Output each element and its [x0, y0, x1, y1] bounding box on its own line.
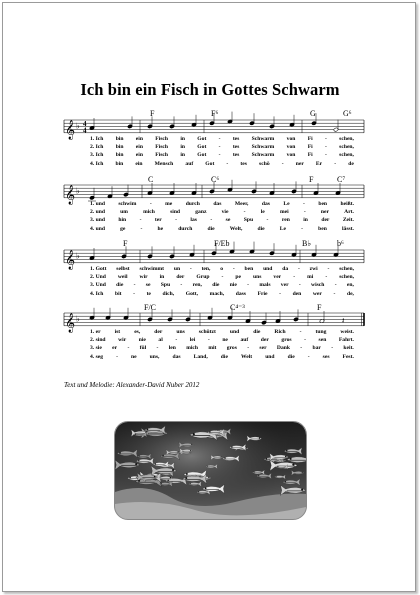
lyric-syllable: -: [281, 160, 284, 167]
chord-2-1: C: [148, 175, 154, 184]
lyric-syllable: lei: [189, 337, 196, 344]
lyric-line: [90, 144, 354, 150]
lyric-line: [90, 291, 354, 297]
lyric-syllable: al: [158, 337, 163, 344]
time-signature-bottom: 4: [83, 126, 87, 135]
lyric-line: [90, 282, 354, 288]
lyric-syllable: uns: [176, 329, 185, 335]
lyric-line: [90, 209, 354, 215]
lyric-syllable: -: [334, 282, 337, 289]
lyric-syllable: das: [172, 353, 181, 360]
lyric-syllable: -: [180, 282, 183, 289]
lyric-syllable: -: [303, 201, 305, 207]
chord-4-3: F: [317, 303, 322, 312]
lyric-syllable: ses: [322, 353, 330, 360]
lyric-syllable: -: [189, 266, 192, 272]
chord-3-2: F/Eb: [214, 239, 230, 248]
lyric-syllable: die: [212, 282, 220, 289]
lyric-syllable: Frie: [257, 290, 268, 297]
lyric-syllable: durch: [185, 201, 200, 207]
lyric-syllable: 4. und: [90, 225, 105, 232]
lyric-syllable: Gott,: [185, 290, 199, 297]
lyric-syllable: ren,: [192, 282, 202, 289]
lyric-syllable: he: [157, 225, 164, 232]
lyric-syllable: bin: [115, 136, 124, 142]
lyric-syllable: 1. und: [90, 201, 105, 207]
lyric-syllable: ten,: [201, 266, 211, 272]
lyric-syllable: Schwarm: [251, 144, 275, 151]
lyric-syllable: ver: [273, 274, 282, 281]
lyric-syllable: mich: [186, 345, 198, 352]
treble-clef-icon: 𝄞: [65, 249, 76, 270]
lyric-syllable: da: [282, 266, 289, 272]
lyric-syllable: ein: [135, 144, 143, 151]
lyric-syllable: de,: [346, 290, 354, 297]
lyric-syllable: 2. und: [90, 209, 105, 216]
lyric-syllable: 4. seg: [90, 353, 104, 360]
lyric-line: [90, 217, 354, 223]
lyric-syllable: mit: [208, 345, 217, 352]
lyric-syllable: und: [263, 266, 273, 272]
lyric-syllable: die: [287, 353, 295, 360]
lyric-syllable: uns,: [149, 353, 160, 360]
lyric-syllable: -: [324, 144, 327, 151]
lyric-syllable: -: [226, 160, 229, 167]
lyric-syllable: 1. Ich: [90, 136, 104, 142]
lyric-syllable: ne: [131, 353, 137, 360]
lyric-syllable: -: [232, 266, 235, 272]
lyric-syllable: bit: [114, 290, 122, 297]
lyric-syllable: Fest.: [342, 353, 354, 360]
lyric-syllable: schen,: [339, 152, 354, 159]
lyric-syllable: en,: [346, 282, 354, 289]
lyric-syllable: -: [325, 274, 328, 281]
lyric-syllable: uns: [252, 274, 262, 281]
lyric-syllable: pe: [235, 274, 241, 281]
lyric-syllable: Fi: [307, 152, 313, 159]
lyric-syllable: lässt.: [341, 225, 354, 232]
lyric-syllable: Fahrt.: [338, 337, 354, 344]
lyric-line: [90, 329, 354, 335]
lyric-syllable: der: [260, 337, 269, 344]
lyric-syllable: Rich: [274, 329, 286, 335]
lyric-syllable: -: [156, 345, 159, 352]
lyric-syllable: sen: [318, 337, 327, 344]
lyric-syllable: und: [265, 353, 275, 360]
lyric-syllable: in: [159, 274, 165, 281]
rest-icon: 𝄽: [342, 315, 345, 325]
lyric-syllable: mei: [279, 209, 289, 216]
lyric-syllable: Le: [279, 225, 287, 232]
lyric-syllable: von: [286, 136, 296, 142]
flat-icon: ♭: [76, 121, 80, 131]
lyric-syllable: ren: [281, 217, 290, 224]
time-signature-top: 4: [83, 120, 87, 128]
chord-1-1: F: [150, 109, 155, 118]
lyric-syllable: -: [175, 337, 178, 344]
lyric-syllable: schö: [259, 160, 270, 167]
lyric-syllable: ner: [295, 160, 304, 167]
lyric-syllable: Fi: [307, 136, 313, 142]
lyric-syllable: heißt.: [340, 201, 354, 207]
lyric-syllable: 4. Ich: [90, 290, 104, 297]
lyric-syllable: Fisch: [155, 136, 168, 142]
lyric-syllable: Grup: [196, 274, 210, 281]
lyric-line: [90, 161, 354, 167]
lyric-syllable: tes: [232, 144, 240, 151]
lyric-syllable: das: [213, 201, 222, 207]
lyric-line: [90, 345, 354, 351]
lyric-syllable: der: [154, 329, 163, 335]
lyric-syllable: es,: [134, 329, 141, 335]
lyric-syllable: ganz: [195, 209, 207, 216]
lyric-syllable: -: [221, 274, 224, 281]
lyric-syllable: von: [286, 144, 296, 151]
lyric-syllable: 3. Und: [90, 282, 106, 289]
lyric-syllable: ne: [222, 337, 228, 344]
lyric-syllable: bin: [115, 160, 124, 167]
lyric-syllable: den: [292, 290, 302, 297]
lyric-syllable: tes: [240, 160, 247, 167]
chord-4-2: C⁴⁻³: [230, 303, 245, 312]
lyric-syllable: weist.: [340, 329, 354, 335]
chord-1-3: G: [310, 109, 316, 118]
lyric-syllable: Spu: [243, 217, 254, 224]
lyric-syllable: -: [175, 217, 177, 224]
lyric-syllable: ben: [318, 201, 328, 207]
lyric-syllable: das: [261, 201, 270, 207]
lyric-syllable: -: [210, 217, 213, 224]
lyric-syllable: se: [145, 282, 151, 289]
lyric-syllable: Mensch: [154, 160, 174, 167]
lyric-syllable: te: [146, 290, 151, 297]
lyric-syllable: -: [324, 152, 327, 159]
chord-1-4: G⁶: [343, 109, 352, 118]
lyric-syllable: mach,: [209, 290, 225, 297]
lyric-syllable: -: [149, 201, 152, 207]
lyric-syllable: Got: [197, 136, 207, 142]
lyric-syllable: zwi: [309, 266, 318, 272]
lyric-line: [90, 201, 354, 207]
lyric-syllable: 3. sie: [90, 345, 102, 352]
lyric-syllable: 2. Und: [90, 274, 106, 281]
lyric-syllable: -: [293, 274, 296, 281]
lyric-syllable: Schwarm: [251, 152, 275, 159]
lyric-syllable: Meer,: [234, 201, 249, 207]
lyric-syllable: bin: [115, 144, 124, 151]
lyric-syllable: -: [324, 136, 327, 142]
lyric-syllable: -: [116, 353, 118, 360]
lyric-syllable: len: [168, 345, 176, 352]
lyric-syllable: Got: [197, 144, 207, 151]
flat-icon: ♭: [76, 314, 80, 324]
lyric-syllable: -: [243, 209, 246, 216]
lyric-syllable: -: [298, 282, 301, 289]
lyric-syllable: 1. er: [90, 329, 101, 335]
lyric-syllable: tes: [232, 136, 240, 142]
lyric-line: [90, 354, 354, 360]
lyric-syllable: die: [220, 353, 228, 360]
lyric-syllable: Dank: [276, 345, 290, 352]
lyric-line: [90, 152, 354, 158]
lyric-syllable: -: [334, 160, 337, 167]
chord-2-4: C⁷: [337, 175, 346, 184]
lyric-syllable: se: [225, 217, 231, 224]
lyric-syllable: selbst: [116, 266, 130, 272]
chord-3-4: b⁶: [337, 239, 344, 248]
lyric-syllable: keit.: [343, 345, 354, 352]
lyric-syllable: Got: [197, 152, 207, 159]
lyric-syllable: schen,: [339, 136, 354, 142]
flat-icon: ♭: [76, 186, 80, 196]
lyric-syllable: 2. sind: [90, 337, 106, 344]
lyric-syllable: -: [300, 345, 303, 352]
chord-3-3: B♭: [302, 239, 312, 248]
lyric-syllable: -: [218, 152, 221, 159]
lyric-syllable: Schwarm: [251, 136, 275, 142]
lyric-syllable: durch: [178, 225, 193, 232]
lyric-syllable: ser: [259, 345, 267, 352]
lyric-syllable: wisch: [311, 282, 325, 289]
treble-clef-icon: 𝄞: [65, 184, 76, 205]
lyric-syllable: der: [321, 217, 330, 224]
lyric-syllable: schwim: [118, 201, 137, 207]
lyric-syllable: ver: [280, 282, 289, 289]
song-title: Ich bin ein Fisch in Gottes Schwarm: [80, 80, 340, 99]
lyric-syllable: Art.: [344, 209, 354, 216]
credit-line: Text und Melodie: Alexander-David Nuber 2012: [64, 381, 200, 389]
lyric-syllable: der: [176, 274, 185, 281]
lyric-syllable: schen,: [339, 274, 354, 281]
chord-2-3: F: [309, 175, 314, 184]
lyric-syllable: die: [253, 329, 261, 335]
lyric-syllable: von: [286, 152, 296, 159]
lyric-syllable: Fisch: [155, 152, 168, 159]
lyric-syllable: le: [260, 209, 265, 216]
lyric-line: [90, 337, 354, 343]
lyric-line: [90, 226, 354, 232]
lyric-syllable: -: [331, 345, 334, 352]
lyric-syllable: -: [247, 345, 250, 352]
flat-icon: ♭: [76, 251, 80, 261]
lyric-syllable: -: [297, 266, 300, 272]
lyric-syllable: 1. Gott: [90, 266, 107, 272]
lyric-syllable: ein: [135, 152, 143, 159]
lyric-syllable: -: [304, 337, 306, 344]
lyric-syllable: 3. Ich: [90, 152, 104, 159]
lyric-syllable: -: [266, 217, 269, 224]
lyric-syllable: nie: [138, 337, 146, 344]
lyric-syllable: er: [112, 345, 118, 352]
lyric-syllable: schen,: [339, 266, 354, 272]
lyric-syllable: ein: [135, 136, 143, 142]
lyric-syllable: die: [207, 225, 215, 232]
lyric-syllable: hin: [118, 217, 127, 224]
lyric-syllable: Welt,: [229, 225, 243, 232]
lyric-syllable: de: [348, 160, 354, 167]
lyric-syllable: -: [327, 266, 330, 272]
lyric-syllable: mals: [259, 282, 271, 289]
lyric-syllable: -: [139, 217, 142, 224]
lyric-syllable: Welt: [240, 353, 253, 360]
lyric-syllable: -: [307, 353, 310, 360]
lyric-syllable: gros: [226, 345, 237, 352]
lyric-syllable: Land,: [193, 353, 208, 360]
lyric-syllable: vie: [221, 209, 229, 216]
lyric-syllable: Got: [205, 160, 215, 167]
lyric-syllable: tung: [315, 329, 327, 335]
chord-4-1: F/C: [144, 303, 157, 312]
chord-3-1: F: [123, 239, 128, 248]
lyric-line: [90, 136, 354, 142]
lyric-syllable: me: [165, 201, 173, 207]
lyric-syllable: sind: [170, 209, 181, 216]
lyric-syllable: las: [190, 217, 197, 224]
lyric-syllable: bin: [115, 152, 124, 159]
lyric-syllable: in: [303, 217, 308, 224]
lyric-syllable: -: [140, 225, 143, 232]
lyric-syllable: 2. Ich: [90, 144, 104, 151]
lyric-syllable: ge: [120, 225, 126, 232]
lyric-syllable: und: [229, 329, 240, 335]
lyric-syllable: ist: [114, 329, 121, 335]
lyric-syllable: wir: [118, 337, 127, 344]
lyric-syllable: ben: [244, 266, 254, 272]
lyric-syllable: -: [303, 209, 306, 216]
lyric-syllable: Fisch: [155, 144, 168, 151]
lyric-syllable: wer: [312, 290, 322, 297]
lyric-syllable: fül: [139, 345, 147, 352]
lyric-syllable: -: [279, 290, 281, 297]
lyric-line: [90, 274, 354, 280]
lyric-syllable: auf: [240, 337, 249, 344]
lyric-syllable: ben: [318, 225, 327, 232]
lyric-syllable: -: [133, 282, 136, 289]
treble-clef-icon: 𝄞: [65, 119, 76, 140]
lyric-syllable: die: [257, 225, 265, 232]
fish-school-photo: [114, 421, 307, 520]
lyric-syllable: nie: [229, 282, 237, 289]
lyric-syllable: in: [180, 136, 185, 142]
lyric-syllable: mich: [143, 209, 155, 216]
chord-1-2: F⁶: [211, 109, 219, 118]
lyric-syllable: Spu: [160, 282, 171, 289]
lyric-syllable: -: [218, 144, 221, 151]
lyric-syllable: o: [220, 266, 224, 272]
lyric-syllable: tes: [232, 152, 240, 159]
lyric-syllable: dass: [235, 290, 246, 297]
lyric-syllable: -: [207, 337, 210, 344]
lyric-syllable: schwimmt: [139, 266, 165, 272]
lyric-syllable: 3. und: [90, 217, 105, 224]
lyric-syllable: ter: [154, 217, 162, 224]
lyric-syllable: dich,: [162, 290, 175, 297]
treble-clef-icon: 𝄞: [65, 312, 76, 333]
lyric-line: [90, 266, 354, 272]
lyric-syllable: ein: [135, 160, 143, 167]
lyric-syllable: schützt: [198, 329, 216, 335]
lyric-syllable: -: [218, 136, 221, 142]
lyric-syllable: bar: [312, 345, 321, 352]
lyric-syllable: -: [299, 329, 302, 335]
lyric-syllable: wir: [139, 274, 148, 281]
lyric-syllable: Le: [283, 201, 290, 207]
lyric-syllable: die: [116, 282, 124, 289]
lyric-syllable: 4. Ich: [90, 160, 104, 167]
lyric-syllable: in: [180, 152, 185, 159]
chord-2-2: C⁶: [211, 175, 220, 184]
lyric-syllable: schen,: [339, 144, 354, 151]
lyric-syllable: un: [173, 266, 181, 272]
lyric-syllable: Zeit.: [342, 217, 354, 224]
lyric-syllable: mi: [307, 274, 314, 281]
lyric-syllable: -: [127, 345, 130, 352]
lyric-syllable: in: [180, 144, 185, 151]
lyric-syllable: ner: [320, 209, 329, 216]
lyric-syllable: weil: [117, 274, 128, 281]
lyric-syllable: Fi: [307, 144, 313, 151]
lyric-syllable: -: [333, 290, 336, 297]
lyric-syllable: Er: [315, 160, 323, 167]
lyric-syllable: -: [247, 282, 250, 289]
lyric-syllable: auf: [185, 160, 194, 167]
lyric-syllable: gros: [281, 337, 292, 344]
lyric-syllable: um: [120, 209, 128, 216]
lyric-syllable: -: [133, 290, 135, 297]
lyric-syllable: -: [301, 225, 304, 232]
